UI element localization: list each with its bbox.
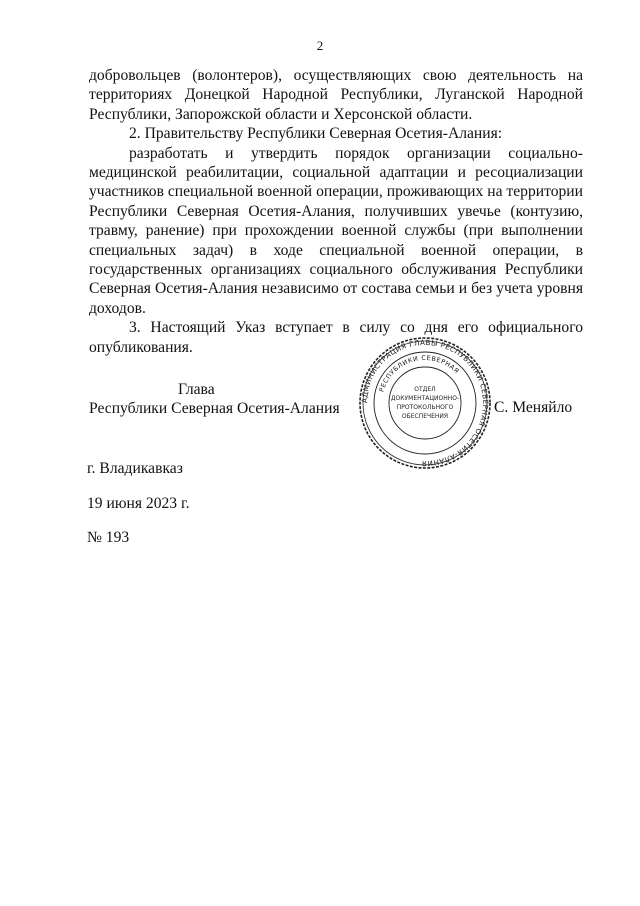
document-date: 19 июня 2023 г.: [87, 495, 190, 512]
seal-center-line-3: ПРОТОКОЛЬНОГО: [396, 404, 454, 411]
seal-center-line-2: ДОКУМЕНТАЦИОННО-: [390, 395, 460, 402]
signatory-name: С. Меняйло: [494, 399, 573, 416]
paragraph-item-3: 3. Настоящий Указ вступает в силу со дня его официального опубликования.: [89, 319, 583, 356]
paragraph-item-2-text: разработать и утвердить порядок организации социально-медицинской реабилитации, социальной адаптации и ресоциализации участников специальной военной операции, проживающих на территории Республики Северная Осетия-Алания, получивших увечье (контузию, травму, ранение) при прохождении военной службы (при выполнении специальных задач) в ходе специальной военной операции, в государственных организациях социального обслуживания Республики Северная Осетия-Алания независимо от состава семьи и без учета уровня доходов.: [89, 144, 583, 317]
page-number: 2: [316, 38, 324, 53]
signature-title: Глава: [178, 381, 215, 398]
seal-inner-text: РЕСПУБЛИКИ СЕВЕРНАЯ: [377, 353, 461, 393]
seal-center-line-1: ОТДЕЛ: [414, 386, 436, 393]
official-seal-stamp: [358, 336, 492, 470]
place-of-signing: г. Владикавказ: [87, 460, 183, 477]
signature-organization: Республики Северная Осетия-Алания: [89, 400, 340, 417]
seal-outer-text: АДМИНИСТРАЦИЯ ГЛАВЫ РЕСПУБЛИКИ СЕВЕРНАЯ ОСЕТИЯ-АЛАНИЯ: [359, 337, 491, 469]
seal-center-line-4: ОБЕСПЕЧЕНИЯ: [401, 413, 449, 420]
document-number: № 193: [87, 529, 130, 546]
paragraph-continuation: добровольцев (волонтеров), осуществляющих свою деятельность на территориях Донецкой Народной Республики, Луганской Народной Республики, Запорожской области и Херсонской области.: [89, 67, 583, 123]
decree-body: [89, 66, 583, 357]
paragraph-item-2: 2. Правительству Республики Северная Осетия-Алания:: [129, 125, 503, 143]
